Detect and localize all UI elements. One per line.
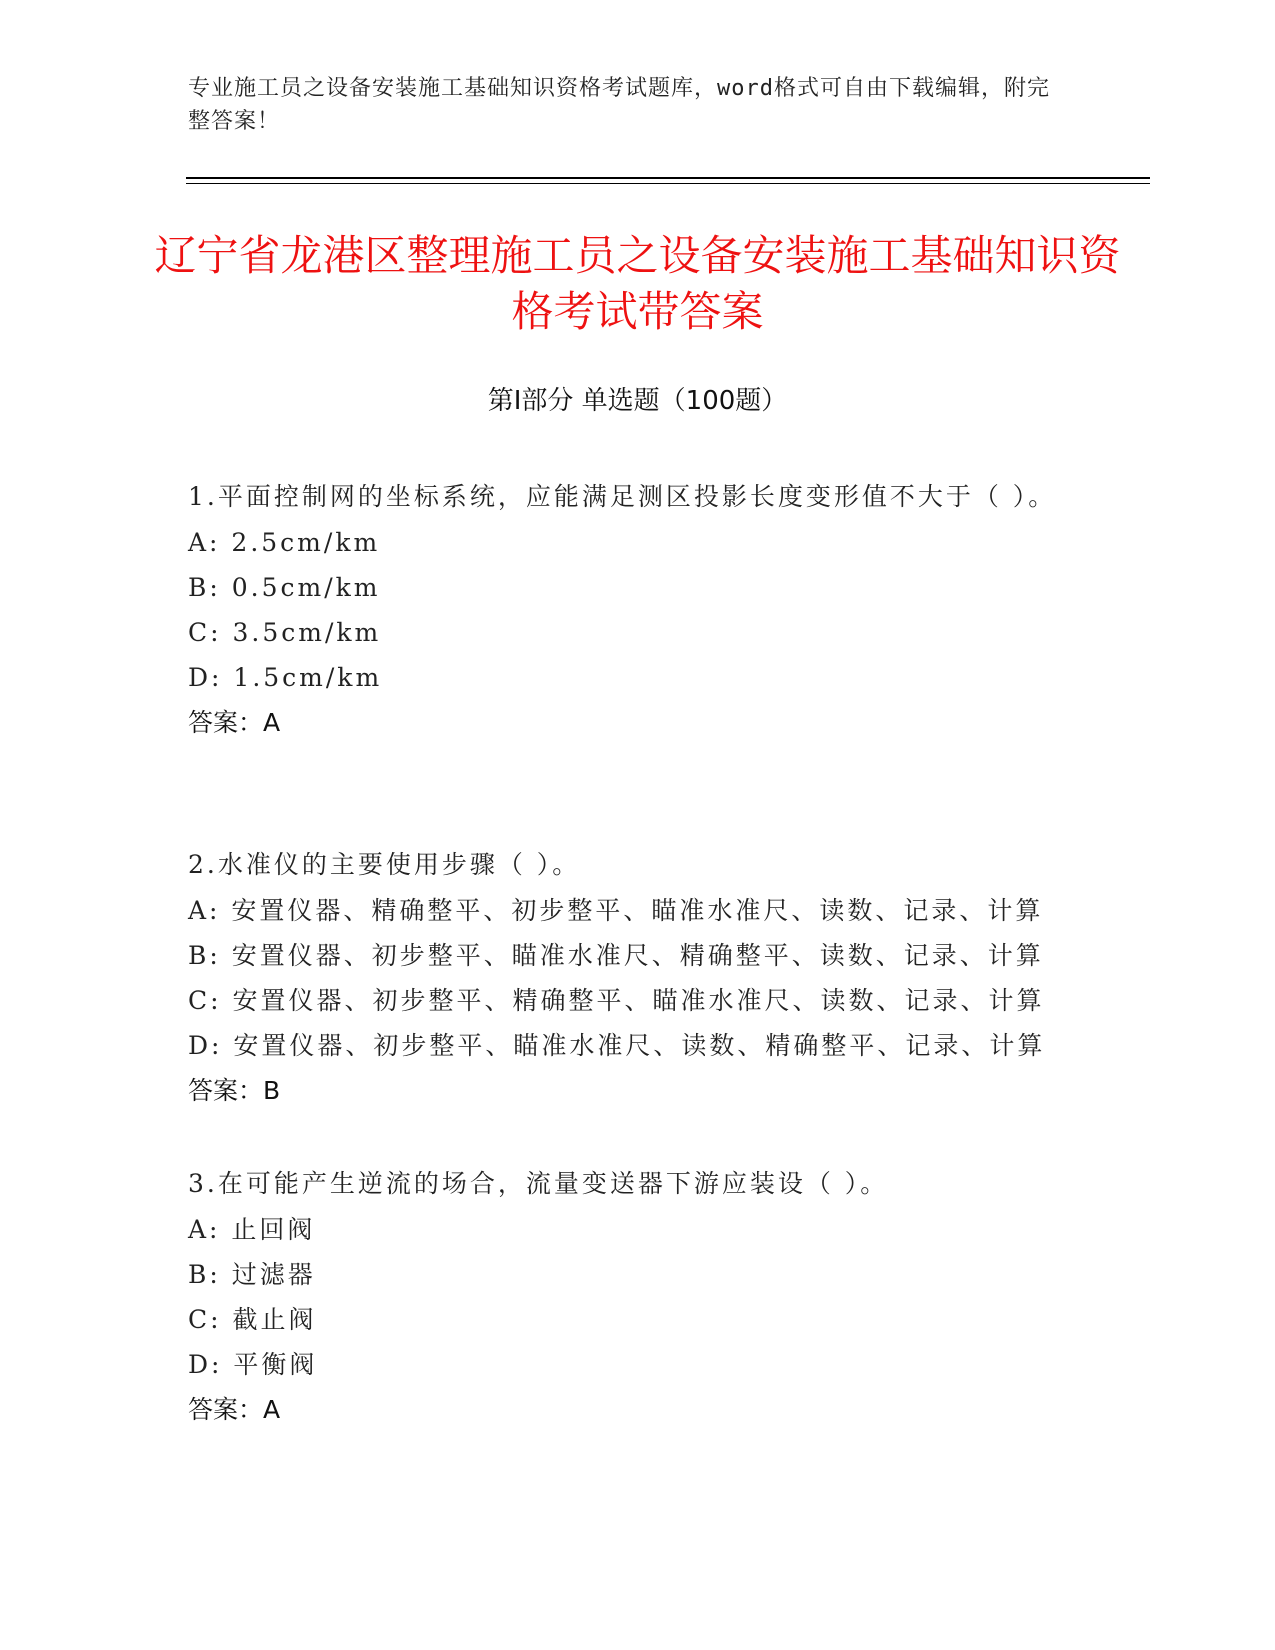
option-a: A: 止回阀	[188, 1215, 316, 1244]
option-b: B: 过滤器	[188, 1260, 316, 1289]
option-d: D: 平衡阀	[188, 1350, 318, 1379]
option-a: A: 2.5cm/km	[188, 528, 381, 557]
option-c: C: 3.5cm/km	[188, 618, 382, 647]
answer-value: B	[263, 1076, 281, 1105]
question-3	[188, 1161, 1088, 1433]
header-rule-thick	[186, 177, 1150, 179]
answer-line	[188, 700, 1088, 746]
question-1	[188, 474, 1088, 746]
section-title: 第Ⅰ部分 单选题（100题）	[487, 386, 788, 416]
option-c: C: 安置仪器、初步整平、精确整平、瞄准水准尺、读数、记录、计算	[188, 986, 1045, 1015]
document-title: 辽宁省龙港区整理施工员之设备安装施工基础知识资格考试带答案	[154, 231, 1121, 336]
header-rule-thin	[186, 183, 1150, 184]
answer-label: 答案：	[188, 708, 264, 737]
question-stem: 2.水准仪的主要使用步骤（ ）。	[188, 850, 581, 879]
answer-label: 答案：	[188, 1395, 264, 1424]
option-b: B: 安置仪器、初步整平、瞄准水准尺、精确整平、读数、记录、计算	[188, 941, 1044, 970]
option-b: B: 0.5cm/km	[188, 573, 381, 602]
answer-value: A	[263, 708, 281, 737]
option-d: D: 1.5cm/km	[188, 663, 383, 692]
option-d: D: 安置仪器、初步整平、瞄准水准尺、读数、精确整平、记录、计算	[188, 1031, 1046, 1060]
answer-line	[188, 1068, 1088, 1114]
option-c: C: 截止阀	[188, 1305, 317, 1334]
question-2	[188, 842, 1088, 1114]
answer-label: 答案：	[188, 1076, 264, 1105]
answer-value: A	[263, 1395, 281, 1424]
option-a: A: 安置仪器、精确整平、初步整平、瞄准水准尺、读数、记录、计算	[188, 896, 1044, 925]
question-stem: 3.在可能产生逆流的场合，流量变送器下游应装设（ ）。	[188, 1169, 889, 1198]
header-note: 专业施工员之设备安装施工基础知识资格考试题库，word格式可自由下载编辑，附完整答案！	[188, 76, 1050, 134]
answer-line	[188, 1387, 1088, 1433]
question-stem: 1.平面控制网的坐标系统，应能满足测区投影长度变形值不大于（ ）。	[188, 482, 1057, 511]
